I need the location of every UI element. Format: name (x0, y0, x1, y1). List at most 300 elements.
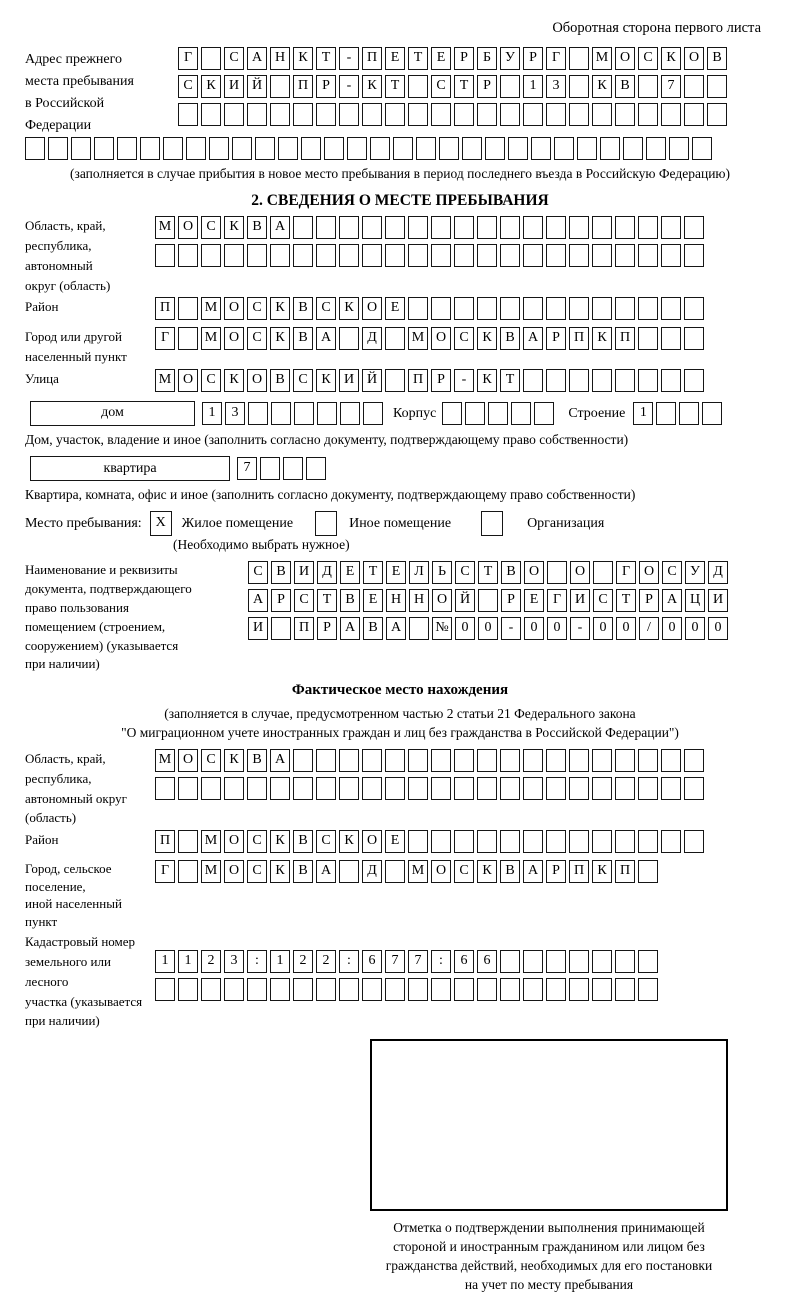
char-box (270, 244, 290, 267)
stay-type-option-organization-label: Организация (527, 516, 605, 532)
char-box: Е (340, 561, 360, 584)
char-box (684, 75, 704, 98)
char-box: 0 (524, 617, 544, 640)
char-box: В (247, 749, 267, 772)
stay-type-option-other-label: Иное помещение (349, 516, 452, 532)
char-box: А (523, 860, 543, 883)
char-box (178, 327, 198, 350)
char-box (500, 830, 520, 853)
char-box: Р (271, 589, 291, 612)
char-box (117, 137, 137, 160)
char-box: У (685, 561, 705, 584)
char-box (646, 137, 666, 160)
char-box (592, 777, 612, 800)
char-box (500, 103, 520, 126)
char-box (702, 402, 722, 425)
char-box (661, 244, 681, 267)
char-box: В (501, 561, 521, 584)
char-box: С (316, 297, 336, 320)
char-box (294, 402, 314, 425)
char-box: В (293, 297, 313, 320)
house-note: Дом, участок, владение и иное (заполнить согласно документу, подтверждающему право собственности) (25, 431, 629, 447)
char-box (316, 244, 336, 267)
char-box: П (615, 860, 635, 883)
char-box: Ь (432, 561, 452, 584)
char-box: Е (386, 561, 406, 584)
char-box (569, 830, 589, 853)
char-box (247, 244, 267, 267)
apartment-number-cells (237, 457, 326, 480)
document-row-2 (248, 589, 728, 612)
char-box (178, 978, 198, 1001)
char-box: Т (478, 561, 498, 584)
char-box: А (662, 589, 682, 612)
stroenie-label: Строение (568, 405, 626, 421)
cadastre-row-2 (155, 978, 658, 1001)
document-block (25, 561, 775, 674)
char-box (477, 749, 497, 772)
cadastre-block (25, 932, 775, 1031)
char-box (534, 402, 554, 425)
char-box: Р (546, 327, 566, 350)
char-box: А (316, 327, 336, 350)
char-box (408, 244, 428, 267)
actual-region-row-1 (155, 749, 704, 772)
char-box (477, 830, 497, 853)
char-box: Г (155, 860, 175, 883)
char-box: 0 (616, 617, 636, 640)
previous-address-row-3 (178, 103, 727, 126)
district-row (155, 297, 704, 320)
char-box (477, 103, 497, 126)
char-box (408, 297, 428, 320)
char-box: С (247, 830, 267, 853)
char-box (408, 978, 428, 1001)
char-box: К (224, 369, 244, 392)
char-box: Е (385, 47, 405, 70)
char-box (600, 137, 620, 160)
char-box: О (684, 47, 704, 70)
confirmation-stamp-box (370, 1039, 728, 1211)
char-box (271, 617, 291, 640)
char-box: К (592, 860, 612, 883)
char-box (316, 978, 336, 1001)
char-box (316, 777, 336, 800)
street-block (25, 369, 775, 397)
char-box (201, 103, 221, 126)
sheet-side-note: Оборотная сторона первого листа (552, 20, 761, 36)
char-box (661, 777, 681, 800)
char-box: С (454, 327, 474, 350)
char-box (339, 327, 359, 350)
actual-region-block (25, 749, 775, 828)
char-box: С (247, 297, 267, 320)
char-box (255, 137, 275, 160)
char-box (293, 103, 313, 126)
char-box (592, 978, 612, 1001)
previous-address-row-1 (178, 47, 727, 70)
char-box (270, 103, 290, 126)
char-box: А (270, 749, 290, 772)
char-box (232, 137, 252, 160)
char-box: 1 (178, 950, 198, 973)
char-box: Г (178, 47, 198, 70)
char-box (523, 244, 543, 267)
char-box: 3 (546, 75, 566, 98)
char-box: Р (316, 75, 336, 98)
char-box (431, 830, 451, 853)
char-box: Р (477, 75, 497, 98)
char-box: О (224, 297, 244, 320)
char-box (523, 216, 543, 239)
char-box (431, 216, 451, 239)
char-box (248, 402, 268, 425)
char-box (638, 216, 658, 239)
char-box: П (155, 830, 175, 853)
previous-address-label: Адрес прежнего места пребывания в Российской Федерации (25, 52, 134, 134)
char-box: И (248, 617, 268, 640)
char-box: М (201, 860, 221, 883)
char-box (692, 137, 712, 160)
char-box (592, 216, 612, 239)
char-box: В (271, 561, 291, 584)
city-block (25, 327, 775, 367)
char-box (684, 297, 704, 320)
char-box: 7 (385, 950, 405, 973)
stay-type-checkbox-organization (481, 511, 503, 536)
char-box (546, 244, 566, 267)
char-box: А (247, 47, 267, 70)
char-box: А (316, 860, 336, 883)
char-box (408, 830, 428, 853)
char-box (362, 103, 382, 126)
apartment-field-box: квартира (30, 456, 230, 481)
cadastre-row-1 (155, 950, 658, 973)
char-box (547, 561, 567, 584)
korpus-label: Корпус (393, 405, 437, 421)
apartment-row (30, 456, 775, 481)
char-box: П (408, 369, 428, 392)
char-box (500, 75, 520, 98)
char-box: Е (431, 47, 451, 70)
char-box (178, 830, 198, 853)
char-box (224, 244, 244, 267)
char-box: Р (546, 860, 566, 883)
char-box (385, 216, 405, 239)
char-box: В (500, 327, 520, 350)
char-box (500, 978, 520, 1001)
char-box (684, 216, 704, 239)
char-box: В (293, 830, 313, 853)
section2-title: 2. СВЕДЕНИЯ О МЕСТЕ ПРЕБЫВАНИЯ (251, 192, 549, 210)
char-box: О (224, 860, 244, 883)
char-box (324, 137, 344, 160)
street-label: Улица (25, 370, 59, 386)
char-box: 2 (293, 950, 313, 973)
char-box (500, 777, 520, 800)
char-box: О (432, 589, 452, 612)
char-box (707, 103, 727, 126)
char-box: К (224, 749, 244, 772)
char-box: Р (317, 617, 337, 640)
char-box (201, 47, 221, 70)
region-row-1 (155, 216, 704, 239)
char-box (339, 749, 359, 772)
char-box (362, 216, 382, 239)
char-box: : (339, 950, 359, 973)
char-box (592, 244, 612, 267)
actual-city-label: Город, сельское поселение, иной населенный пункт (25, 861, 122, 929)
char-box: А (340, 617, 360, 640)
char-box (363, 402, 383, 425)
street-row (155, 369, 704, 392)
char-box: : (247, 950, 267, 973)
char-box (71, 137, 91, 160)
char-box: С (431, 75, 451, 98)
char-box: А (248, 589, 268, 612)
char-box (500, 950, 520, 973)
char-box (385, 749, 405, 772)
char-box (385, 103, 405, 126)
char-box: Т (616, 589, 636, 612)
char-box: X (150, 511, 172, 536)
actual-region-grid (155, 749, 704, 805)
district-label: Район (25, 299, 59, 315)
char-box: А (523, 327, 543, 350)
char-box (347, 137, 367, 160)
char-box (178, 777, 198, 800)
actual-location-note-2: "О миграционном учете иностранных граждан и лиц без гражданства в Российской Федерации") (121, 725, 679, 741)
korpus-cells (442, 402, 554, 425)
char-box: О (431, 327, 451, 350)
char-box (656, 402, 676, 425)
char-box: 2 (316, 950, 336, 973)
char-box (523, 777, 543, 800)
char-box (431, 749, 451, 772)
stay-type-label: Место пребывания: (25, 516, 142, 532)
char-box (546, 103, 566, 126)
char-box: К (592, 75, 612, 98)
actual-district-row (155, 830, 704, 853)
char-box (439, 137, 459, 160)
char-box (546, 830, 566, 853)
char-box: Н (386, 589, 406, 612)
char-box (679, 402, 699, 425)
char-box: Т (454, 75, 474, 98)
district-block (25, 297, 775, 325)
char-box: 7 (661, 75, 681, 98)
stroenie-cells (633, 402, 722, 425)
char-box: О (570, 561, 590, 584)
char-box (385, 369, 405, 392)
char-box: Д (317, 561, 337, 584)
char-box (546, 978, 566, 1001)
char-box (546, 369, 566, 392)
char-box (615, 749, 635, 772)
char-box: К (362, 75, 382, 98)
char-box (615, 369, 635, 392)
char-box (592, 369, 612, 392)
char-box: 6 (362, 950, 382, 973)
char-box (247, 103, 267, 126)
char-box (408, 216, 428, 239)
char-box: О (524, 561, 544, 584)
char-box: В (707, 47, 727, 70)
char-box: К (293, 47, 313, 70)
char-box (339, 244, 359, 267)
char-box: В (500, 860, 520, 883)
char-box (408, 749, 428, 772)
char-box (500, 216, 520, 239)
char-box: 0 (593, 617, 613, 640)
char-box (260, 457, 280, 480)
char-box: Р (431, 369, 451, 392)
char-box: С (294, 589, 314, 612)
char-box (569, 777, 589, 800)
char-box: Е (385, 830, 405, 853)
char-box (362, 777, 382, 800)
char-box (638, 297, 658, 320)
char-box: П (155, 297, 175, 320)
actual-district-label: Район (25, 832, 59, 848)
char-box (293, 244, 313, 267)
char-box (431, 244, 451, 267)
char-box (339, 216, 359, 239)
char-box (408, 75, 428, 98)
char-box (155, 978, 175, 1001)
char-box: Р (523, 47, 543, 70)
char-box: М (408, 327, 428, 350)
char-box: С (247, 860, 267, 883)
char-box: Т (385, 75, 405, 98)
char-box (661, 369, 681, 392)
char-box (339, 103, 359, 126)
previous-address-grid (178, 47, 727, 131)
char-box: С (248, 561, 268, 584)
char-box (684, 749, 704, 772)
char-box: Т (363, 561, 383, 584)
char-box: К (201, 75, 221, 98)
char-box: В (247, 216, 267, 239)
char-box (592, 830, 612, 853)
char-box (201, 978, 221, 1001)
char-box: И (294, 561, 314, 584)
stay-type-note: (Необходимо выбрать нужное) (173, 537, 350, 553)
char-box (638, 860, 658, 883)
char-box (638, 103, 658, 126)
char-box (201, 244, 221, 267)
char-box (454, 297, 474, 320)
char-box (186, 137, 206, 160)
char-box: К (270, 830, 290, 853)
char-box: Й (455, 589, 475, 612)
char-box (661, 103, 681, 126)
char-box: К (339, 297, 359, 320)
char-box (454, 830, 474, 853)
char-box (316, 103, 336, 126)
previous-address-block (25, 47, 775, 137)
char-box (638, 830, 658, 853)
char-box: 6 (477, 950, 497, 973)
char-box (638, 950, 658, 973)
char-box (385, 777, 405, 800)
char-box: О (639, 561, 659, 584)
char-box: О (224, 327, 244, 350)
char-box (623, 137, 643, 160)
char-box: С (662, 561, 682, 584)
char-box: - (339, 47, 359, 70)
region-label: Область, край, республика, автономный округ (область) (25, 218, 111, 293)
char-box: Г (546, 47, 566, 70)
char-box (431, 103, 451, 126)
actual-region-row-2 (155, 777, 704, 800)
char-box (523, 950, 543, 973)
stay-type-checkbox-other (315, 511, 337, 536)
char-box: К (477, 369, 497, 392)
char-box (546, 950, 566, 973)
char-box (684, 830, 704, 853)
char-box (569, 216, 589, 239)
char-box (416, 137, 436, 160)
char-box (339, 860, 359, 883)
char-box: Б (477, 47, 497, 70)
char-box (523, 297, 543, 320)
char-box (301, 137, 321, 160)
confirmation-caption: Отметка о подтверждении выполнения принимающей стороной и иностранным гражданином или лицом без гражданства действий, необходимых для его постановки на учет по месту пребывания (385, 1220, 713, 1293)
char-box: Т (408, 47, 428, 70)
char-box: И (339, 369, 359, 392)
char-box: С (454, 860, 474, 883)
city-label: Город или другой населенный пункт (25, 329, 127, 365)
char-box: 1 (270, 950, 290, 973)
char-box (385, 978, 405, 1001)
char-box: В (293, 860, 313, 883)
char-box: И (570, 589, 590, 612)
char-box (592, 950, 612, 973)
char-box: С (247, 327, 267, 350)
char-box (500, 244, 520, 267)
char-box (385, 327, 405, 350)
char-box: В (363, 617, 383, 640)
char-box (638, 75, 658, 98)
char-box: К (339, 830, 359, 853)
char-box (485, 137, 505, 160)
region-row-2 (155, 244, 704, 267)
char-box (454, 749, 474, 772)
char-box (577, 137, 597, 160)
char-box (569, 978, 589, 1001)
char-box (339, 978, 359, 1001)
char-box (293, 216, 313, 239)
char-box (593, 561, 613, 584)
char-box (615, 216, 635, 239)
char-box (661, 830, 681, 853)
char-box: Ц (685, 589, 705, 612)
char-box (340, 402, 360, 425)
char-box (638, 244, 658, 267)
char-box (638, 327, 658, 350)
char-box (315, 511, 337, 536)
char-box (523, 749, 543, 772)
char-box: М (201, 830, 221, 853)
char-box (661, 327, 681, 350)
char-box (669, 137, 689, 160)
char-box: 1 (202, 402, 222, 425)
stay-type-row (25, 511, 775, 536)
char-box (431, 978, 451, 1001)
char-box (569, 749, 589, 772)
char-box: 3 (225, 402, 245, 425)
